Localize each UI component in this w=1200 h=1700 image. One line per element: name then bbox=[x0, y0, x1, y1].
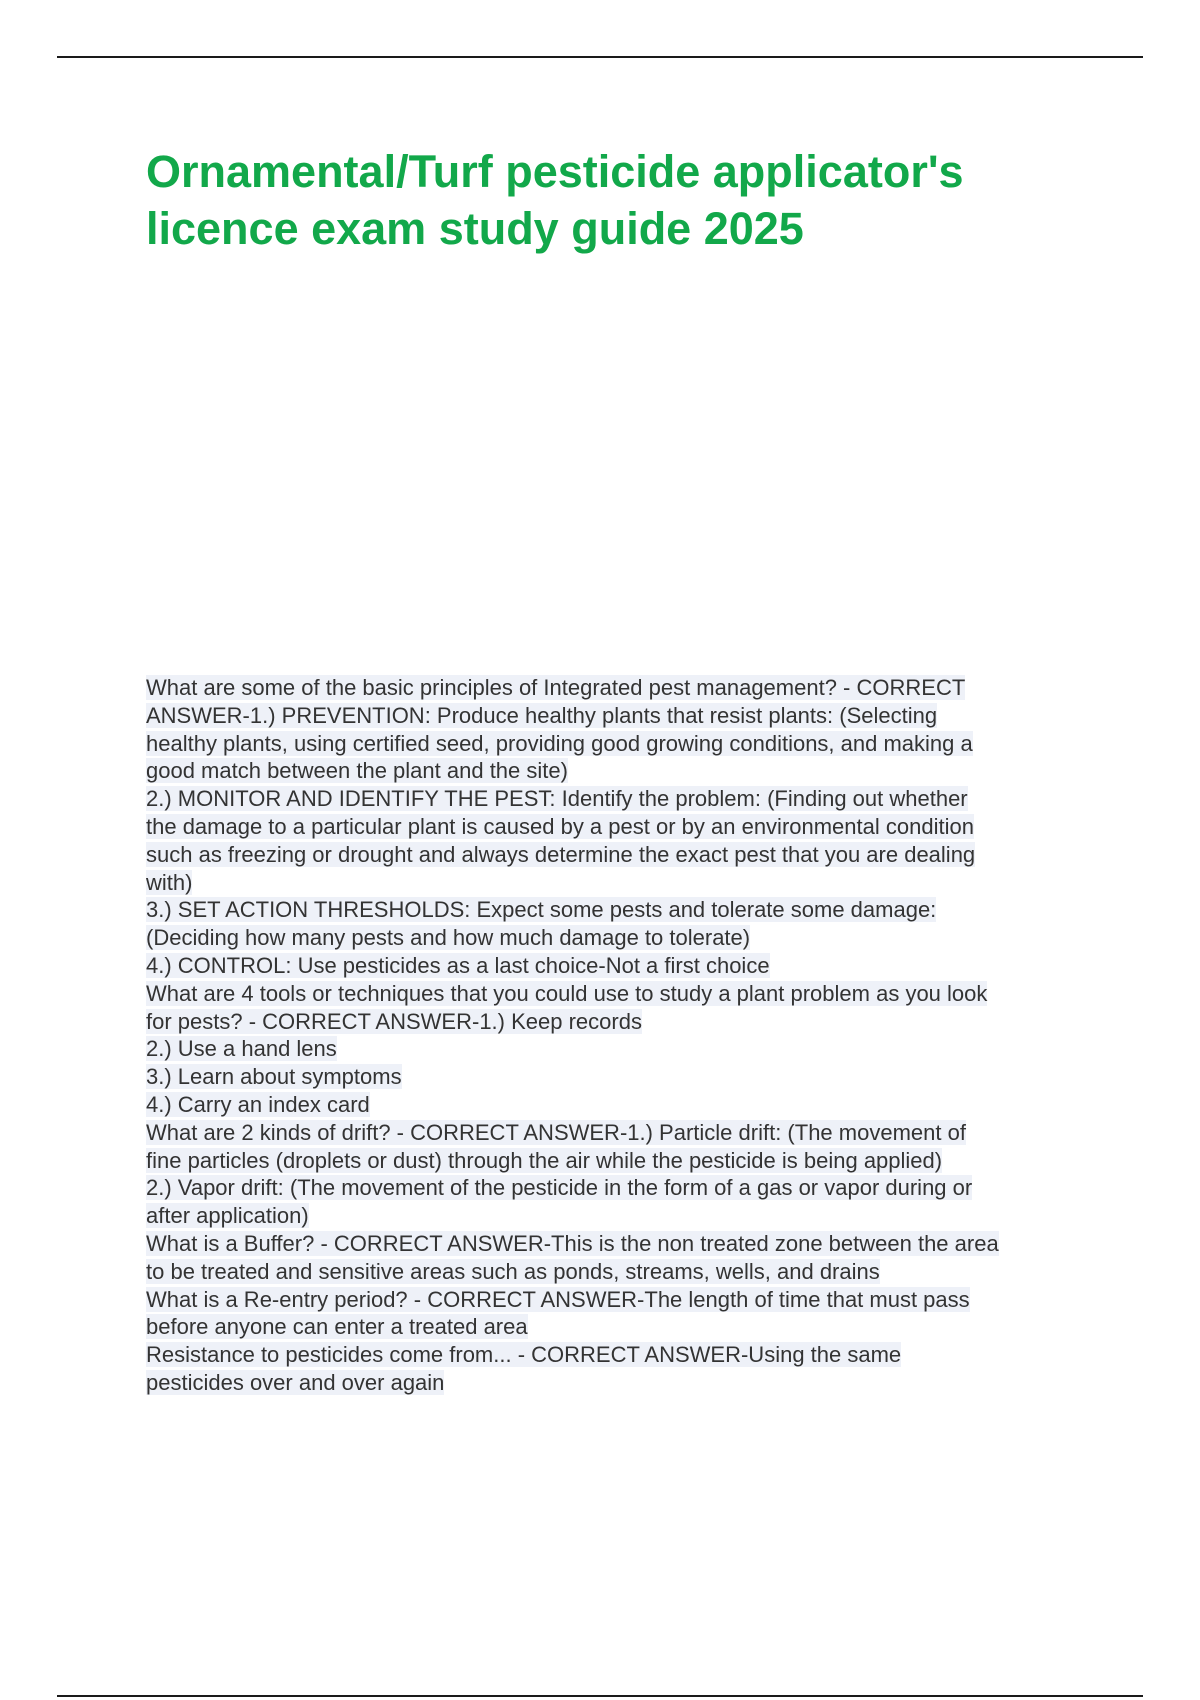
body-line: 2.) MONITOR AND IDENTIFY THE PEST: Identify the problem: (Finding out whether bbox=[146, 786, 968, 812]
title-line-2: licence exam study guide 2025 bbox=[146, 203, 804, 254]
body-line: What are 4 tools or techniques that you could use to study a plant problem as you look bbox=[146, 980, 988, 1006]
body-line: the damage to a particular plant is caused by a pest or by an environmental condition bbox=[146, 813, 974, 839]
body-line: 4.) Carry an index card bbox=[146, 1091, 370, 1117]
body-line: to be treated and sensitive areas such as ponds, streams, wells, and drains bbox=[146, 1258, 880, 1284]
body-line: What are 2 kinds of drift? - CORRECT ANSWER-1.) Particle drift: (The movement of bbox=[146, 1119, 966, 1145]
body-line: 2.) Use a hand lens bbox=[146, 1036, 337, 1062]
bottom-rule bbox=[57, 1695, 1143, 1697]
body-line: before anyone can enter a treated area bbox=[146, 1314, 528, 1340]
body-line: for pests? - CORRECT ANSWER-1.) Keep records bbox=[146, 1008, 642, 1034]
top-rule bbox=[57, 56, 1143, 58]
body-line: What are some of the basic principles of Integrated pest management? - CORRECT bbox=[146, 675, 966, 700]
body-line: 3.) SET ACTION THRESHOLDS: Expect some pests and tolerate some damage: bbox=[146, 897, 937, 923]
body-line: pesticides over and over again bbox=[146, 1369, 445, 1395]
title-line-1: Ornamental/Turf pesticide applicator's bbox=[146, 146, 964, 197]
body-line: Resistance to pesticides come from... - CORRECT ANSWER-Using the same bbox=[146, 1342, 902, 1368]
body-line: What is a Buffer? - CORRECT ANSWER-This is the non treated zone between the area bbox=[146, 1230, 999, 1256]
body-line: after application) bbox=[146, 1203, 309, 1229]
body-line: 2.) Vapor drift: (The movement of the pesticide in the form of a gas or vapor during or bbox=[146, 1175, 973, 1201]
body-line: 4.) CONTROL: Use pesticides as a last choice-Not a first choice bbox=[146, 952, 770, 978]
document-title bbox=[146, 143, 1106, 257]
body-line: What is a Re-entry period? - CORRECT ANSWER-The length of time that must pass bbox=[146, 1286, 970, 1312]
body-line: healthy plants, using certified seed, providing good growing conditions, and making a bbox=[146, 730, 973, 756]
body-line: fine particles (droplets or dust) through the air while the pesticide is being applied) bbox=[146, 1147, 943, 1173]
body-line: 3.) Learn about symptoms bbox=[146, 1064, 402, 1090]
body-line: such as freezing or drought and always determine the exact pest that you are dealing bbox=[146, 841, 976, 867]
body-line: good match between the plant and the site) bbox=[146, 758, 568, 784]
study-guide-body bbox=[146, 674, 1096, 1397]
body-line: ANSWER-1.) PREVENTION: Produce healthy plants that resist plants: (Selecting bbox=[146, 702, 938, 728]
body-line: (Deciding how many pests and how much damage to tolerate) bbox=[146, 925, 751, 951]
body-line: with) bbox=[146, 869, 193, 895]
